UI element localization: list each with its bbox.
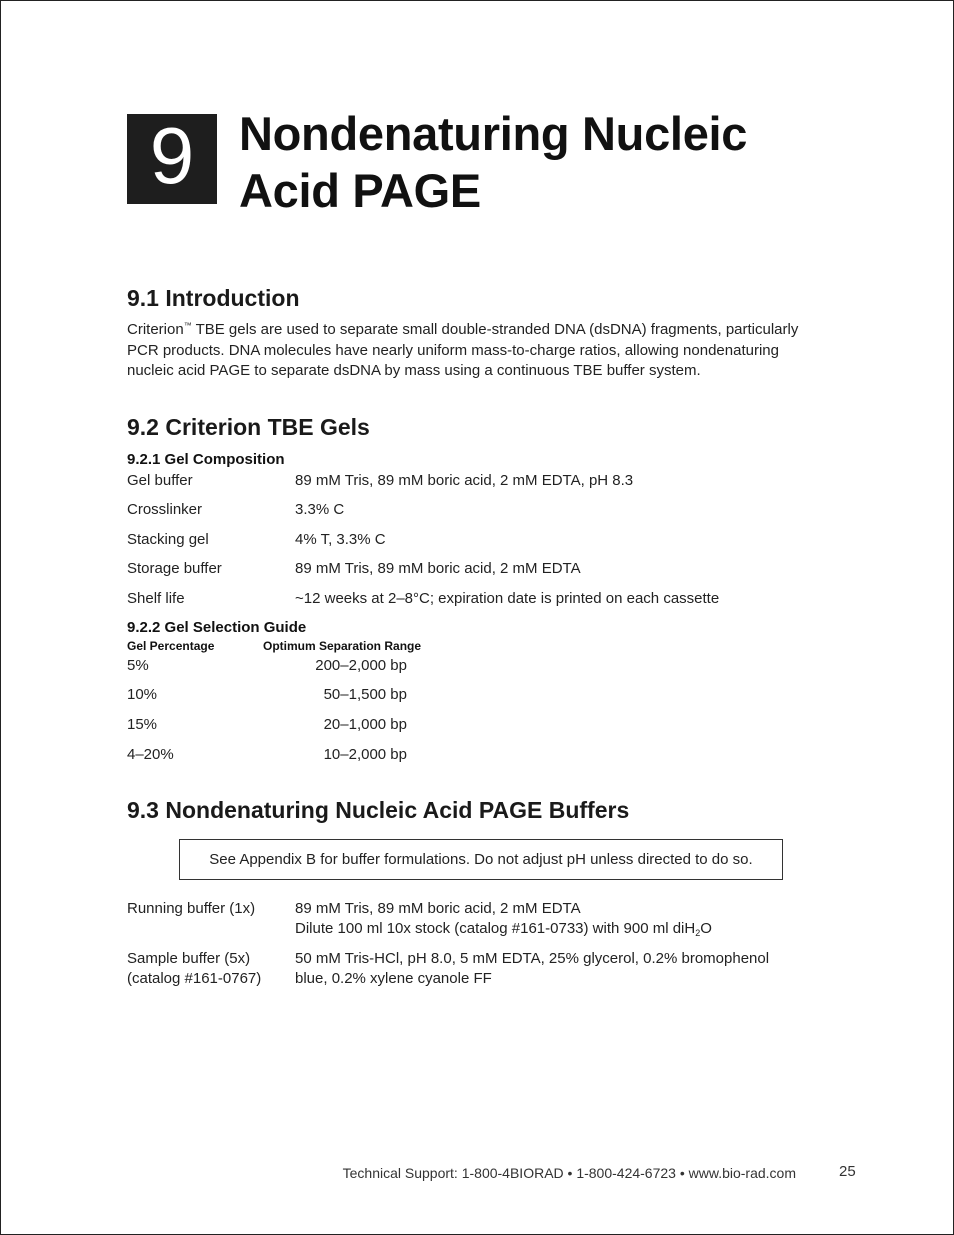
composition-value: ~12 weeks at 2–8°C; expiration date is printed on each cassette bbox=[295, 590, 720, 607]
selection-heading: 9.2.2 Gel Selection Guide bbox=[127, 619, 307, 636]
intro-paragraph bbox=[127, 320, 817, 382]
running-buffer-tail: O bbox=[700, 920, 712, 937]
composition-heading: 9.2.1 Gel Composition bbox=[127, 451, 285, 468]
running-buffer-dilution: Dilute 100 ml 10x stock (catalog #161-0733) with 900 ml diH bbox=[295, 920, 696, 937]
gels-heading: 9.2 Criterion TBE Gels bbox=[127, 414, 370, 440]
running-buffer-line1: 89 mM Tris, 89 mM boric acid, 2 mM EDTA bbox=[295, 900, 581, 917]
sample-buffer-line1: 50 mM Tris-HCl, pH 8.0, 5 mM EDTA, 25% glycerol, 0.2% bromophenol bbox=[295, 950, 770, 967]
chapter-number: 9 bbox=[149, 111, 195, 200]
intro-text: TBE gels are used to separate small double-stranded DNA (dsDNA) fragments, particularly PCR products. DNA molecules have nearly uniform mass-to-charge ratios, allowing nondenaturing nucleic acid PAGE to separate dsDNA by mass using a continuous TBE buffer system. bbox=[127, 321, 799, 379]
buffers-heading: 9.3 Nondenaturing Nucleic Acid PAGE Buffers bbox=[127, 797, 630, 823]
running-buffer-value bbox=[295, 899, 795, 939]
composition-value: 89 mM Tris, 89 mM boric acid, 2 mM EDTA, pH 8.3 bbox=[295, 472, 634, 489]
note-text: See Appendix B for buffer formulations. Do not adjust pH unless directed to do so. bbox=[209, 851, 753, 868]
sample-buffer-value bbox=[295, 949, 795, 989]
selection-range: 20–1,000 bp bbox=[323, 716, 407, 733]
sample-buffer-line2: blue, 0.2% xylene cyanole FF bbox=[295, 970, 492, 987]
chapter-title-line2: Acid PAGE bbox=[239, 164, 481, 217]
intro-brand: Criterion bbox=[127, 321, 184, 338]
sample-buffer-catalog: (catalog #161-0767) bbox=[127, 970, 262, 987]
selection-percentage: 10% bbox=[127, 686, 158, 703]
subscript-two: 2 bbox=[695, 928, 701, 938]
intro-heading: 9.1 Introduction bbox=[127, 285, 300, 311]
chapter-number-box bbox=[127, 111, 217, 204]
composition-label: Crosslinker bbox=[127, 501, 203, 518]
selection-column-header: Gel Percentage bbox=[127, 639, 215, 653]
selection-range: 50–1,500 bp bbox=[323, 686, 407, 703]
trademark-symbol: ™ bbox=[183, 321, 192, 330]
composition-value: 89 mM Tris, 89 mM boric acid, 2 mM EDTA bbox=[295, 560, 581, 577]
selection-percentage: 5% bbox=[127, 657, 149, 674]
composition-value: 4% T, 3.3% C bbox=[295, 531, 386, 548]
footer-support: Technical Support: 1-800-4BIORAD • 1-800-424-6723 • www.bio-rad.com bbox=[342, 1165, 796, 1181]
selection-percentage: 4–20% bbox=[127, 746, 174, 763]
composition-value: 3.3% C bbox=[295, 501, 345, 518]
selection-column-header: Optimum Separation Range bbox=[263, 639, 422, 653]
selection-percentage: 15% bbox=[127, 716, 158, 733]
sample-buffer-label-line1: Sample buffer (5x) bbox=[127, 950, 251, 967]
chapter-title-line1: Nondenaturing Nucleic bbox=[239, 107, 748, 160]
running-buffer-label: Running buffer (1x) bbox=[127, 900, 256, 917]
composition-label: Shelf life bbox=[127, 590, 185, 607]
note-box bbox=[179, 839, 783, 880]
composition-label: Storage buffer bbox=[127, 560, 222, 577]
running-buffer-line2 bbox=[295, 919, 795, 939]
page-number: 25 bbox=[839, 1163, 856, 1180]
selection-range: 200–2,000 bp bbox=[315, 657, 407, 674]
selection-range: 10–2,000 bp bbox=[323, 746, 407, 763]
sample-buffer-label bbox=[127, 949, 292, 989]
composition-label: Gel buffer bbox=[127, 472, 193, 489]
composition-label: Stacking gel bbox=[127, 531, 209, 548]
chapter-title bbox=[239, 105, 879, 219]
